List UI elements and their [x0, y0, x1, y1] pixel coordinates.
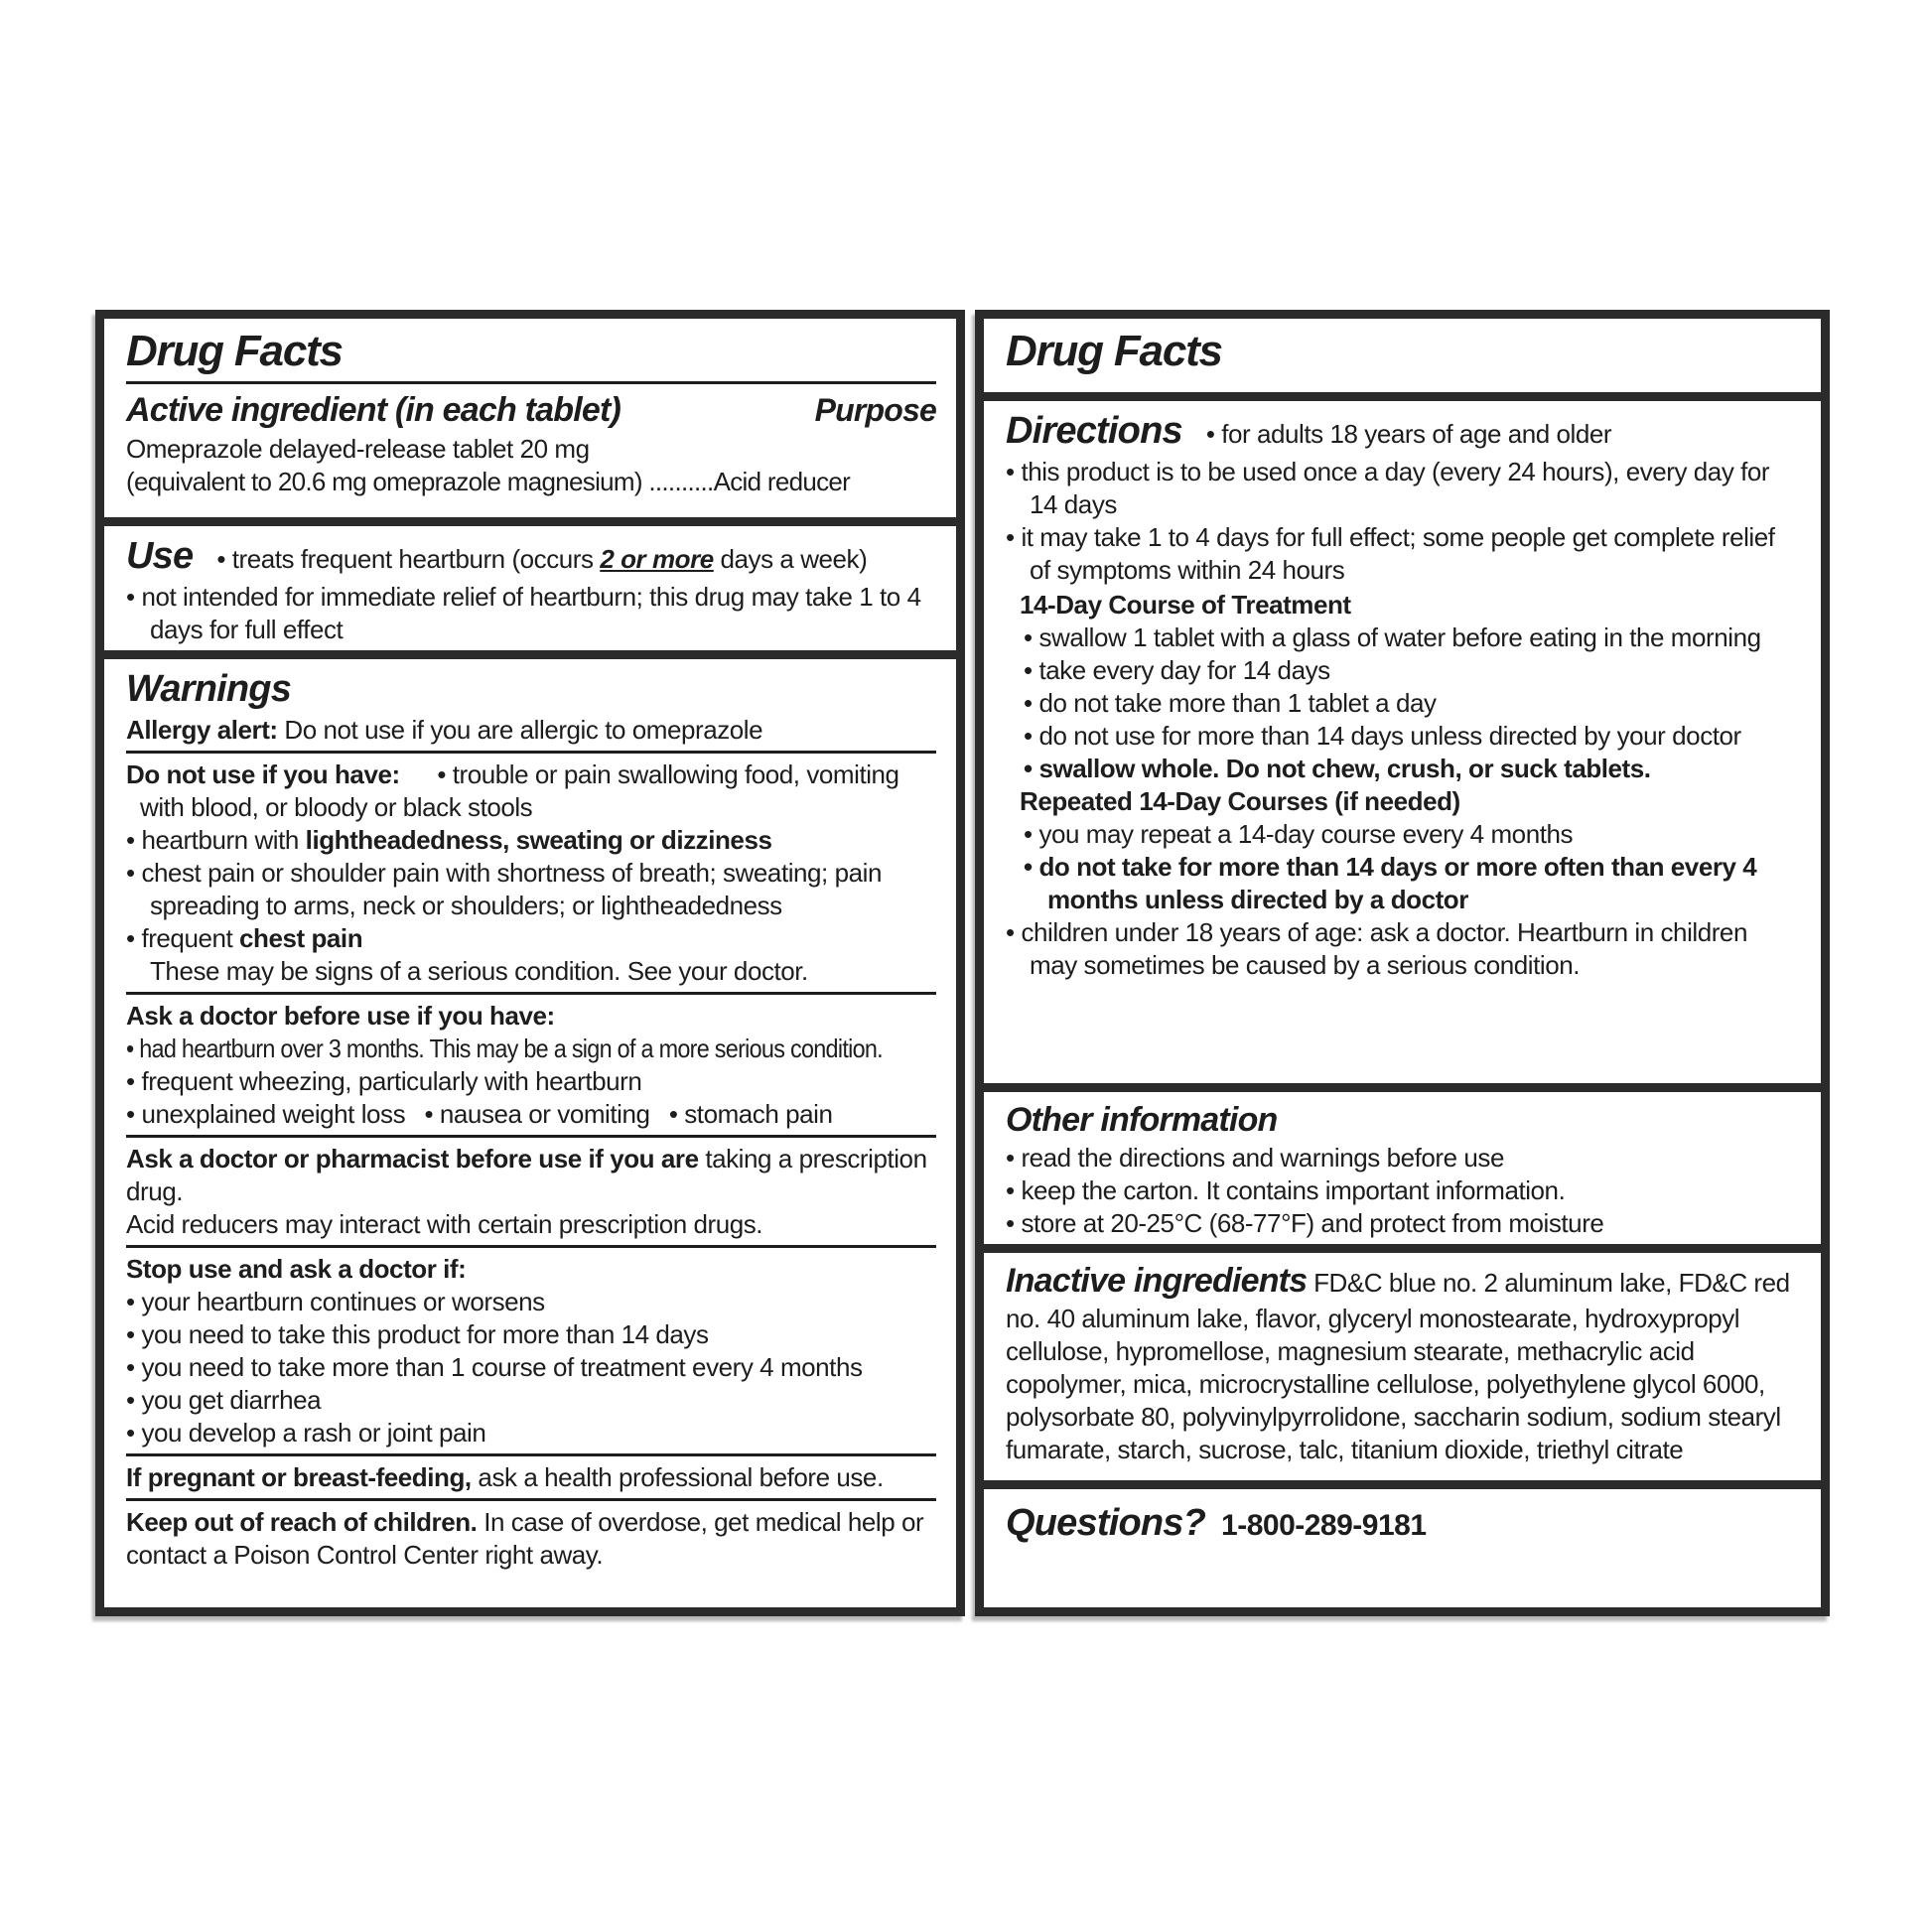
keep-out-of-reach-warning: Keep out of reach of children. In case of overdose, get medical help or contact a Poison Control Center right away.	[126, 1506, 924, 1570]
course-bullet-5: • swallow whole. Do not chew, crush, or suck tablets.	[1024, 753, 1801, 785]
section-inactive-ingredients	[984, 1244, 1821, 1480]
other-information-heading: Other information	[1006, 1101, 1278, 1139]
stop-use-bullet-1: • your heartburn continues or worsens	[126, 1286, 936, 1318]
directions-children-bullet: • children under 18 years of age: ask a doctor. Heartburn in children may sometimes be caused by a serious condition.	[1006, 916, 1801, 982]
use-bullet-1: • treats frequent heartburn (occurs 2 or more days a week)	[216, 543, 936, 576]
stop-use-heading: Stop use and ask a doctor if:	[126, 1253, 467, 1284]
active-ingredient-heading: Active ingredient (in each tablet)	[126, 390, 621, 429]
allergy-alert: Allergy alert: Do not use if you are allergic to omeprazole	[126, 714, 763, 745]
do-not-use-bullet-3: • frequent chest pain	[126, 922, 936, 955]
divider-thin	[126, 1453, 936, 1456]
ask-doctor-heading: Ask a doctor before use if you have:	[126, 1000, 555, 1031]
course-bullet-1: • swallow 1 tablet with a glass of water before eating in the morning	[1024, 621, 1801, 654]
purpose-label: Purpose	[814, 391, 936, 428]
stop-use-bullet-4: • you get diarrhea	[126, 1384, 936, 1417]
drug-facts-title-left: Drug Facts	[126, 327, 343, 375]
directions-heading: Directions	[1006, 410, 1182, 452]
section-directions	[984, 392, 1821, 1083]
repeat-heading: Repeated 14-Day Courses (if needed)	[1020, 785, 1460, 816]
section-use	[104, 517, 956, 650]
ask-pharmacist-lead: Ask a doctor or pharmacist before use if you are taking a prescription drug.	[126, 1143, 927, 1206]
divider-thin	[126, 1498, 936, 1501]
ask-doctor-bullet-1: • had heartburn over 3 months. This may be a sign of a more serious condition.	[126, 1033, 855, 1065]
divider-thin	[126, 1135, 936, 1138]
use-heading: Use	[126, 535, 194, 577]
ask-doctor-bullet-3: • unexplained weight loss • nausea or vomiting • stomach pain	[126, 1098, 936, 1131]
active-ingredient-line1: Omeprazole delayed-release tablet 20 mg	[126, 434, 590, 465]
do-not-use-note: These may be signs of a serious condition. See your doctor.	[150, 955, 808, 986]
inactive-ingredients-paragraph	[1006, 1260, 1801, 1466]
ask-doctor-bullet-2: • frequent wheezing, particularly with heartburn	[126, 1065, 936, 1098]
drug-facts-panel-right	[975, 310, 1830, 1616]
drug-facts-label	[95, 310, 1830, 1616]
directions-bullet-1: • this product is to be used once a day (every 24 hours), every day for 14 days	[1006, 456, 1801, 521]
stop-use-bullet-2: • you need to take this product for more than 14 days	[126, 1318, 936, 1351]
warnings-heading: Warnings	[126, 668, 292, 710]
other-info-bullet-2: • keep the carton. It contains important information.	[1006, 1174, 1801, 1207]
divider-thin	[126, 992, 936, 995]
questions-phone-number: 1-800-289-9181	[1221, 1509, 1427, 1542]
directions-intro-bullet: • for adults 18 years of age and older	[1206, 418, 1801, 451]
course-bullet-4: • do not use for more than 14 days unless directed by your doctor	[1024, 720, 1801, 753]
section-other-information	[984, 1083, 1821, 1244]
divider-thin	[126, 381, 936, 384]
pregnant-warning: If pregnant or breast-feeding, ask a health professional before use.	[126, 1461, 884, 1492]
inactive-ingredients-heading: Inactive ingredients	[1006, 1262, 1308, 1300]
section-questions	[984, 1480, 1821, 1607]
questions-heading: Questions?	[1006, 1502, 1206, 1544]
do-not-use-bullet-2: • chest pain or shoulder pain with shortness of breath; sweating; pain spreading to arms, neck or shoulders; or lightheadedness	[126, 857, 936, 922]
repeat-bullet-2: • do not take for more than 14 days or more often than every 4 months unless directed by a doctor	[1024, 851, 1801, 916]
other-info-bullet-3: • store at 20-25°C (68-77°F) and protect from moisture	[1006, 1207, 1801, 1240]
do-not-use-lead: Do not use if you have: • trouble or pain swallowing food, vomiting with blood, or bloody or black stools	[126, 759, 899, 822]
ask-pharmacist-note: Acid reducers may interact with certain prescription drugs.	[126, 1208, 763, 1239]
stop-use-bullet-5: • you develop a rash or joint pain	[126, 1417, 936, 1449]
divider-thin	[126, 751, 936, 754]
stop-use-bullet-3: • you need to take more than 1 course of treatment every 4 months	[126, 1351, 936, 1384]
section-active-ingredient	[104, 319, 956, 517]
section-title-right	[984, 319, 1821, 392]
directions-bullet-2: • it may take 1 to 4 days for full effect; some people get complete relief of symptoms within 24 hours	[1006, 521, 1801, 587]
inactive-ingredients-list: FD&C blue no. 2 aluminum lake, FD&C red no. 40 aluminum lake, flavor, glyceryl monostearate, hydroxypropyl cellulose, hypromellose, magnesium stearate, methacrylic acid copolymer, mica, microcrystalline cellulose, polyethylene glycol 6000, polysorbate 80, polyvinylpyrrolidone, saccharin sodium, sodium stearyl fumarate, starch, sucrose, talc, titanium dioxide, triethyl citrate	[1006, 1268, 1790, 1464]
other-info-bullet-1: • read the directions and warnings before use	[1006, 1142, 1801, 1174]
course-bullet-2: • take every day for 14 days	[1024, 654, 1801, 687]
repeat-bullet-1: • you may repeat a 14-day course every 4 months	[1024, 818, 1801, 851]
divider-thin	[126, 1245, 936, 1248]
drug-facts-panel-left	[95, 310, 965, 1616]
course-bullet-3: • do not take more than 1 tablet a day	[1024, 687, 1801, 720]
do-not-use-bullet-1: • heartburn with lightheadedness, sweating or dizziness	[126, 824, 936, 857]
use-bullet-2: • not intended for immediate relief of heartburn; this drug may take 1 to 4 days for full effect	[126, 581, 936, 646]
drug-facts-title-right: Drug Facts	[1006, 327, 1222, 375]
course-heading: 14-Day Course of Treatment	[1020, 589, 1351, 620]
active-ingredient-line2: (equivalent to 20.6 mg omeprazole magnesium) ..........Acid reducer	[126, 467, 851, 497]
section-warnings	[104, 650, 956, 1607]
